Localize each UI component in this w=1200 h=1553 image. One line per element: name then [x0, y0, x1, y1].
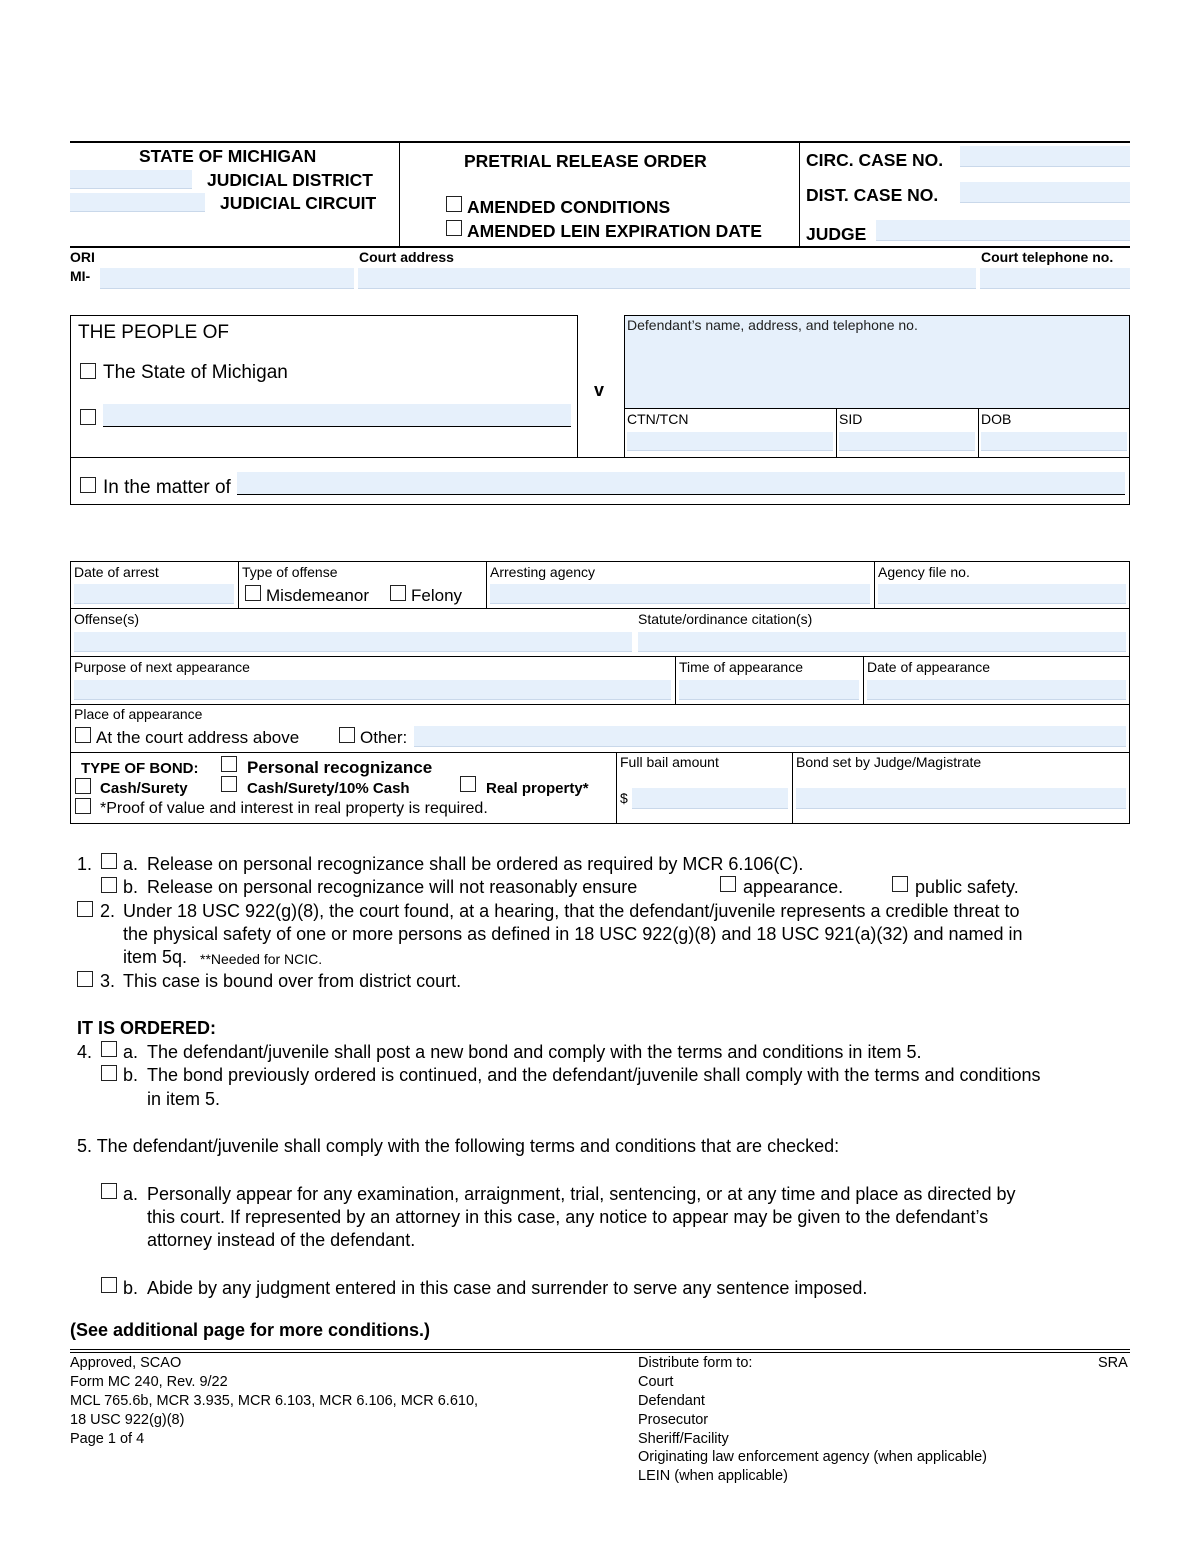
- full-bail-amount-label: Full bail amount: [620, 754, 719, 770]
- cash-surety-10-label: Cash/Surety/10% Cash: [247, 780, 410, 797]
- footer-rule-top: [70, 1349, 1130, 1350]
- ctn-tcn-field[interactable]: [627, 432, 833, 451]
- state-of-michigan-label: The State of Michigan: [103, 362, 288, 383]
- other-place-checkbox[interactable]: [339, 727, 355, 743]
- arrest-row-rule-3: [70, 704, 1130, 705]
- circ-case-no-field[interactable]: [960, 146, 1130, 167]
- judicial-district-field[interactable]: [70, 170, 192, 189]
- item4b-line1: The bond previously ordered is continued, and the defendant/juvenile shall comply with the terms and conditions: [147, 1065, 1041, 1085]
- distribute-court: Court: [638, 1374, 674, 1390]
- real-property-checkbox[interactable]: [460, 776, 476, 792]
- state-of-michigan-checkbox[interactable]: [80, 363, 96, 379]
- ori-field[interactable]: [100, 268, 354, 289]
- time-of-appearance-label: Time of appearance: [679, 659, 803, 675]
- appearance-col-1: [675, 656, 676, 704]
- footer-authority-1: MCL 765.6b, MCR 3.935, MCR 6.103, MCR 6.106, MCR 6.610,: [70, 1393, 479, 1409]
- item3-text: This case is bound over from district court.: [123, 971, 462, 991]
- mi-prefix: MI-: [70, 268, 91, 284]
- item4-number: 4.: [77, 1042, 93, 1062]
- item3-number: 3.: [100, 971, 116, 991]
- sid-divider: [836, 408, 837, 458]
- felony-checkbox[interactable]: [390, 585, 406, 601]
- people-of-label: THE PEOPLE OF: [78, 322, 229, 343]
- judge-label: JUDGE: [806, 224, 867, 244]
- item2-line1: Under 18 USC 922(g)(8), the court found, at a hearing, that the defendant/juvenile represents a credible threat to: [123, 901, 1020, 921]
- distribute-heading: Distribute form to:: [638, 1355, 753, 1371]
- item5a-line2: this court. If represented by an attorney in this case, any notice to appear may be given to the defendant’s: [147, 1207, 989, 1227]
- arrest-col-3: [874, 561, 875, 609]
- bond-col-2: [792, 752, 793, 824]
- amended-conditions-label: AMENDED CONDITIONS: [467, 197, 671, 217]
- versus-label: v: [594, 380, 605, 400]
- other-plaintiff-checkbox[interactable]: [80, 409, 96, 425]
- item5a-letter: a.: [123, 1184, 139, 1204]
- date-of-arrest-label: Date of arrest: [74, 564, 159, 580]
- in-the-matter-checkbox[interactable]: [80, 477, 96, 493]
- ctn-tcn-label: CTN/TCN: [627, 411, 689, 427]
- date-of-appearance-label: Date of appearance: [867, 659, 990, 675]
- distribute-prosecutor: Prosecutor: [638, 1412, 709, 1428]
- item1a-letter: a.: [123, 854, 139, 874]
- header-bottom-rule: [70, 246, 1130, 248]
- item1b-letter: b.: [123, 877, 139, 897]
- distribute-sheriff: Sheriff/Facility: [638, 1431, 729, 1447]
- item5b-checkbox[interactable]: [101, 1277, 117, 1293]
- arrest-row-rule-4: [70, 752, 1130, 753]
- distribute-originating-agency: Originating law enforcement agency (when applicable): [638, 1449, 987, 1465]
- item2-line2: the physical safety of one or more persons as defined in 18 USC 922(g)(8) and 18 USC 921(a)(32) and named in: [123, 924, 1023, 944]
- statute-citations-field[interactable]: [638, 632, 1126, 652]
- personal-recognizance-label: Personal recognizance: [247, 758, 433, 777]
- offenses-label: Offense(s): [74, 611, 140, 627]
- appearance-col-2: [863, 656, 864, 704]
- state-title: STATE OF MICHIGAN: [139, 146, 317, 166]
- item3-checkbox[interactable]: [77, 971, 93, 987]
- item1b-appearance-checkbox[interactable]: [720, 876, 736, 892]
- purpose-next-appearance-field[interactable]: [74, 680, 671, 700]
- type-of-bond-label: TYPE OF BOND:: [81, 760, 199, 777]
- item1b-appearance-label: appearance.: [743, 877, 844, 897]
- judicial-district-label: JUDICIAL DISTRICT: [207, 170, 373, 190]
- other-place-field[interactable]: [414, 726, 1126, 747]
- court-telephone-field[interactable]: [980, 268, 1130, 289]
- footer-page-number: Page 1 of 4: [70, 1431, 145, 1447]
- other-place-label: Other:: [360, 728, 408, 747]
- place-of-appearance-label: Place of appearance: [74, 706, 203, 722]
- felony-label: Felony: [411, 586, 463, 605]
- footer-form-number: Form MC 240, Rev. 9/22: [70, 1374, 228, 1390]
- offenses-field[interactable]: [74, 632, 632, 652]
- item5b-letter: b.: [123, 1278, 139, 1298]
- judicial-circuit-field[interactable]: [70, 193, 205, 212]
- footer-authority-2: 18 USC 922(g)(8): [70, 1412, 185, 1428]
- item5a-checkbox[interactable]: [101, 1183, 117, 1199]
- item1a-text: Release on personal recognizance shall be ordered as required by MCR 6.106(C).: [147, 854, 804, 874]
- dob-divider: [978, 408, 979, 458]
- agency-file-no-label: Agency file no.: [878, 564, 970, 580]
- defendant-label: Defendant’s name, address, and telephone no.: [627, 317, 918, 333]
- ori-label: ORI: [70, 249, 95, 265]
- arrest-col-2: [486, 561, 487, 609]
- full-bail-amount-field[interactable]: [632, 788, 788, 809]
- form-title: PRETRIAL RELEASE ORDER: [464, 151, 707, 171]
- footer-code: SRA: [1098, 1355, 1128, 1371]
- item5b-text: Abide by any judgment entered in this case and surrender to serve any sentence imposed.: [147, 1278, 868, 1298]
- dist-case-no-field[interactable]: [960, 182, 1130, 203]
- item2-ncic-note: **Needed for NCIC.: [200, 951, 323, 967]
- arresting-agency-field[interactable]: [490, 584, 870, 604]
- amended-conditions-checkbox[interactable]: [446, 196, 462, 212]
- bond-col-1: [616, 752, 617, 824]
- sid-field[interactable]: [839, 432, 975, 451]
- purpose-next-appearance-label: Purpose of next appearance: [74, 659, 250, 675]
- date-of-arrest-field[interactable]: [74, 584, 234, 604]
- item1a-checkbox[interactable]: [101, 853, 117, 869]
- it-is-ordered-heading: IT IS ORDERED:: [77, 1018, 217, 1038]
- header-top-rule: [70, 141, 1130, 143]
- item2-line3: item 5q.: [123, 947, 188, 967]
- agency-file-no-field[interactable]: [878, 584, 1126, 604]
- circ-case-no-label: CIRC. CASE NO.: [806, 150, 944, 170]
- misdemeanor-label: Misdemeanor: [266, 586, 369, 605]
- arrest-row-rule-1: [70, 608, 1130, 609]
- in-the-matter-label: In the matter of: [103, 477, 231, 498]
- item5a-line3: attorney instead of the defendant.: [147, 1230, 416, 1250]
- in-the-matter-field[interactable]: [237, 472, 1125, 495]
- cash-surety-10-checkbox[interactable]: [221, 776, 237, 792]
- distribute-lein: LEIN (when applicable): [638, 1468, 788, 1484]
- other-plaintiff-field[interactable]: [103, 404, 571, 427]
- bond-set-by-label: Bond set by Judge/Magistrate: [796, 754, 982, 770]
- court-telephone-label: Court telephone no.: [981, 249, 1114, 265]
- item4a-checkbox[interactable]: [101, 1041, 117, 1057]
- item1-number: 1.: [77, 854, 93, 874]
- header-divider-2: [799, 141, 800, 247]
- real-property-label: Real property*: [486, 780, 589, 797]
- distribute-defendant: Defendant: [638, 1393, 705, 1409]
- item4b-checkbox[interactable]: [101, 1065, 117, 1081]
- judicial-circuit-label: JUDICIAL CIRCUIT: [220, 193, 377, 213]
- item4b-line2: in item 5.: [147, 1089, 221, 1109]
- item1b-checkbox[interactable]: [101, 877, 117, 893]
- amended-lein-checkbox[interactable]: [446, 220, 462, 236]
- item1b-safety-label: public safety.: [915, 877, 1019, 897]
- item4a-text: The defendant/juvenile shall post a new bond and comply with the terms and conditions in item 5.: [147, 1042, 922, 1062]
- at-court-address-label: At the court address above: [96, 728, 300, 747]
- court-address-field[interactable]: [358, 268, 976, 289]
- personal-recognizance-checkbox[interactable]: [221, 756, 237, 772]
- dollar-sign: $: [620, 790, 628, 806]
- dob-field[interactable]: [981, 432, 1127, 451]
- court-address-label: Court address: [359, 249, 454, 265]
- item4b-letter: b.: [123, 1065, 139, 1085]
- type-of-offense-label: Type of offense: [242, 564, 338, 580]
- footer-rule-bottom: [70, 1352, 1130, 1353]
- proof-note: *Proof of value and interest in real property is required.: [100, 800, 488, 817]
- dob-label: DOB: [981, 411, 1012, 427]
- item1b-text: Release on personal recognizance will not reasonably ensure: [147, 877, 638, 897]
- proof-checkbox[interactable]: [75, 798, 91, 814]
- judge-field[interactable]: [876, 220, 1130, 241]
- defendant-subrow-rule: [624, 408, 1130, 409]
- item2-checkbox[interactable]: [77, 901, 93, 917]
- item5-text: 5. The defendant/juvenile shall comply with the following terms and conditions that are checked:: [77, 1136, 840, 1156]
- arresting-agency-label: Arresting agency: [490, 564, 596, 580]
- amended-lein-label: AMENDED LEIN EXPIRATION DATE: [467, 221, 762, 241]
- see-additional-note: (See additional page for more conditions.): [70, 1320, 431, 1340]
- time-of-appearance-field[interactable]: [679, 680, 859, 700]
- dist-case-no-label: DIST. CASE NO.: [806, 185, 939, 205]
- sid-label: SID: [839, 411, 863, 427]
- bond-set-by-field[interactable]: [796, 788, 1126, 809]
- at-court-address-checkbox[interactable]: [75, 727, 91, 743]
- header-divider-1: [399, 141, 400, 247]
- arrest-col-1: [238, 561, 239, 609]
- cash-surety-checkbox[interactable]: [75, 778, 91, 794]
- cash-surety-label: Cash/Surety: [100, 780, 188, 797]
- statute-citations-label: Statute/ordinance citation(s): [638, 611, 813, 627]
- arrest-row-rule-2: [70, 656, 1130, 657]
- misdemeanor-checkbox[interactable]: [245, 585, 261, 601]
- item5a-line1: Personally appear for any examination, arraignment, trial, sentencing, or at any time and place as directed by: [147, 1184, 1016, 1204]
- footer-approved: Approved, SCAO: [70, 1355, 182, 1371]
- item1b-safety-checkbox[interactable]: [892, 876, 908, 892]
- item2-number: 2.: [100, 901, 116, 921]
- item4a-letter: a.: [123, 1042, 139, 1062]
- date-of-appearance-field[interactable]: [867, 680, 1126, 700]
